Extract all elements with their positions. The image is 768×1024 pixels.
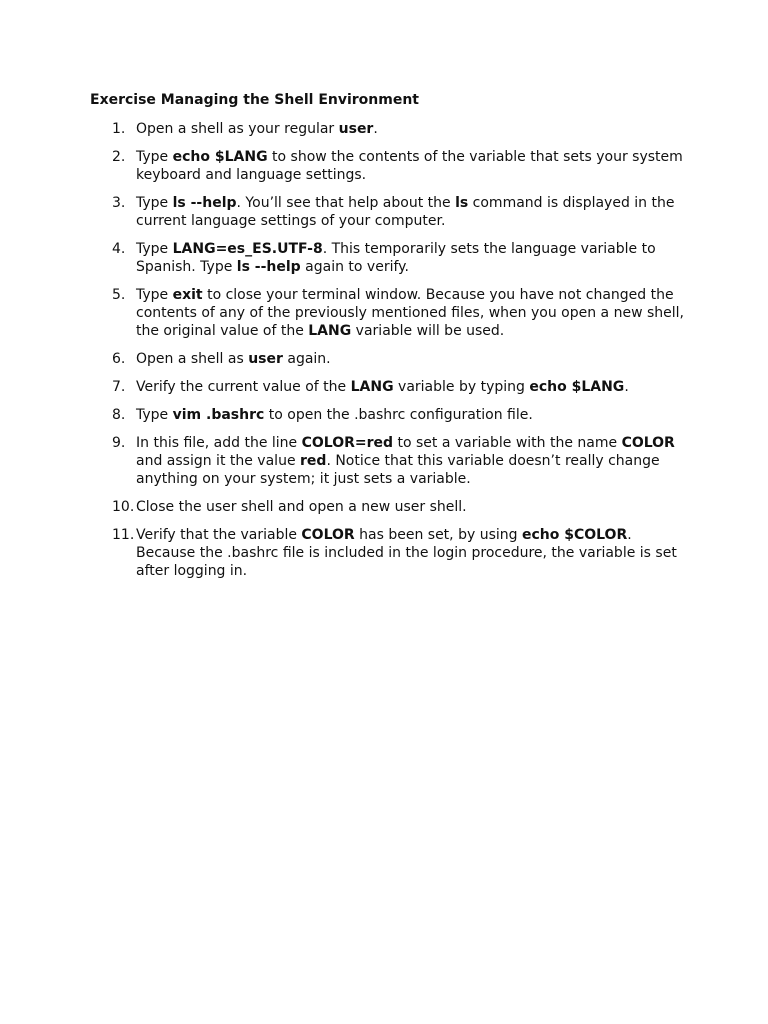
step-command: COLOR=red (301, 435, 394, 451)
step-text-run: again to verify. (300, 259, 409, 275)
step-number: 4. (112, 241, 126, 257)
step-text-run: to set a variable with the name (393, 435, 622, 451)
step-text (136, 351, 331, 367)
step-text-run: and assign it the value (136, 453, 301, 469)
exercise-step-list (90, 120, 690, 590)
step-command: echo $LANG (172, 149, 268, 165)
exercise-step (90, 434, 690, 488)
step-command: user (338, 121, 374, 137)
step-text (136, 499, 467, 515)
step-text (136, 195, 674, 229)
step-text-run: Type (136, 195, 173, 211)
step-text-run: Type (136, 407, 173, 423)
step-command: echo $LANG (529, 379, 625, 395)
step-command: COLOR (301, 527, 355, 543)
step-number: 10. (112, 499, 135, 515)
step-command: ls --help (236, 259, 301, 275)
step-text-run: In this file, add the line (136, 435, 302, 451)
exercise-step (90, 378, 690, 396)
step-text-run: Type (136, 287, 173, 303)
step-command: exit (172, 287, 203, 303)
step-text-run: Close the user shell and open a new user shell. (136, 499, 467, 515)
step-text-run: to show the contents of the variable that sets your system keyboard and language settings. (136, 149, 683, 183)
step-text-run: to close your terminal window. Because you have not changed the contents of any of the previously mentioned files, when you open a new shell, the original value of the (136, 287, 684, 339)
step-text-run: has been set, by using (354, 527, 522, 543)
step-text-run: . (373, 121, 378, 137)
step-text (136, 149, 683, 183)
step-command: user (248, 351, 283, 367)
exercise-step (90, 498, 690, 516)
step-text-run: to open the .bashrc configuration file. (264, 407, 533, 423)
step-command: red (300, 453, 327, 469)
step-text (136, 287, 684, 339)
step-number: 9. (112, 435, 126, 451)
step-text-run: . (624, 379, 629, 395)
step-command: LANG (350, 379, 394, 395)
step-text-run: command is displayed in the current language settings of your computer. (136, 195, 675, 229)
step-text-run: Type (136, 241, 173, 257)
step-command: COLOR (621, 435, 675, 451)
step-text-run: Verify that the variable (136, 527, 302, 543)
step-text-run: variable will be used. (351, 323, 505, 339)
step-text (136, 407, 533, 423)
step-number: 7. (112, 379, 126, 395)
step-number: 5. (112, 287, 126, 303)
exercise-step (90, 148, 690, 184)
step-text-run: . You’ll see that help about the (236, 195, 456, 211)
step-command: vim .bashrc (172, 407, 265, 423)
step-text (136, 241, 656, 275)
step-command: ls --help (172, 195, 237, 211)
step-number: 1. (112, 121, 126, 137)
step-text (136, 527, 677, 579)
step-command: LANG=es_ES.UTF-8 (172, 241, 323, 257)
step-command: ls (455, 195, 469, 211)
exercise-step (90, 194, 690, 230)
step-text-run: Open a shell as your regular (136, 121, 339, 137)
exercise-step (90, 406, 690, 424)
step-text-run: Type (136, 149, 173, 165)
step-text (136, 379, 629, 395)
step-number: 8. (112, 407, 126, 423)
step-text-run: Verify the current value of the (136, 379, 351, 395)
exercise-step (90, 350, 690, 368)
step-text-run: . This temporarily sets the language variable to Spanish. Type (136, 241, 656, 275)
exercise-step (90, 526, 690, 580)
step-number: 3. (112, 195, 126, 211)
step-number: 2. (112, 149, 126, 165)
exercise-step (90, 286, 690, 340)
step-text-run: again. (282, 351, 331, 367)
exercise-title: Exercise Managing the Shell Environment (90, 92, 419, 108)
step-text (136, 435, 675, 487)
step-text-run: . Notice that this variable doesn’t really change anything on your system; it just sets a variable. (136, 453, 660, 487)
step-text (136, 121, 378, 137)
step-number: 6. (112, 351, 126, 367)
step-number: 11. (112, 527, 135, 543)
step-command: LANG (308, 323, 352, 339)
step-command: echo $COLOR (521, 527, 628, 543)
step-text-run: variable by typing (393, 379, 530, 395)
step-text-run: Open a shell as (136, 351, 249, 367)
step-text-run: . Because the .bashrc file is included in the login procedure, the variable is set after logging in. (136, 527, 677, 579)
exercise-step (90, 240, 690, 276)
exercise-step (90, 120, 690, 138)
